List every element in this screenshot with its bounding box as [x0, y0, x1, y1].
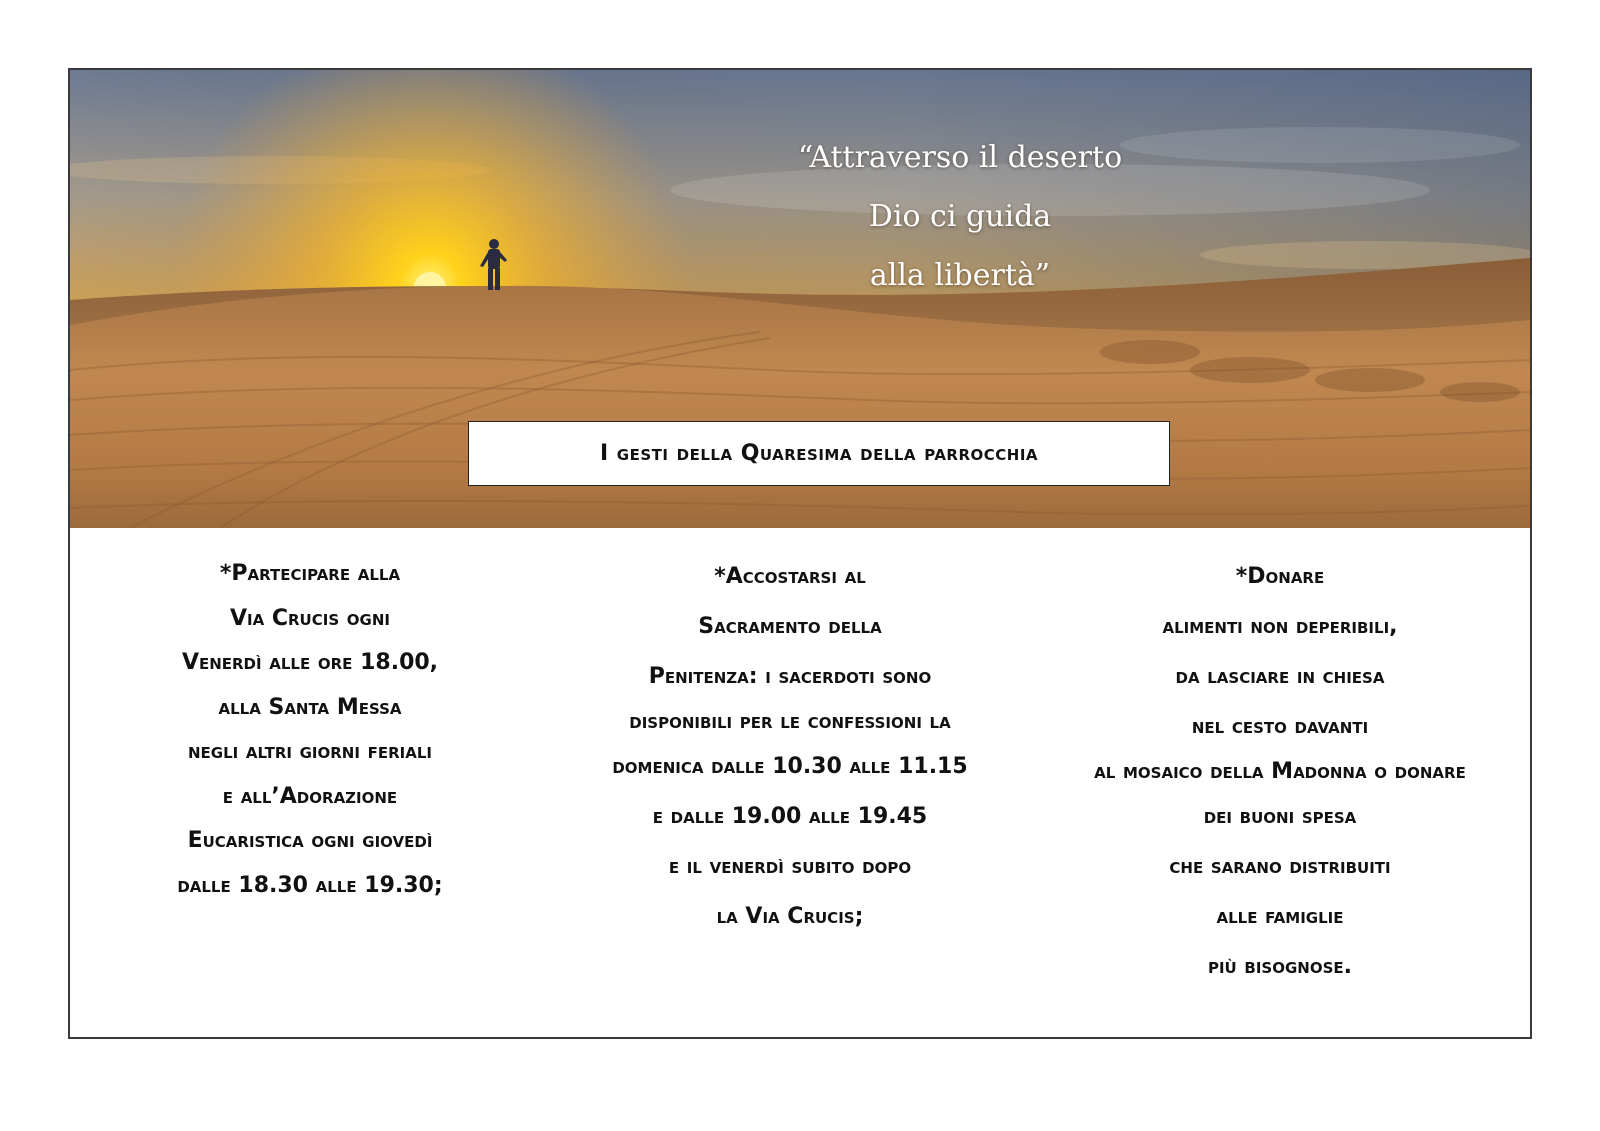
text-line: alla Santa Messa [218, 694, 402, 720]
text-line: Via Crucis ogni [229, 605, 390, 631]
text-line: da lasciare in chiesa [1175, 664, 1385, 689]
page-title: I gesti della Quaresima della parrocchia [468, 421, 1170, 486]
quote-line-1: “Attraverso il deserto [797, 140, 1123, 175]
text-line: nel cesto davanti [1191, 714, 1369, 739]
column-donare [1030, 552, 1530, 992]
text-line: alle famiglie [1216, 904, 1344, 929]
text-line: la Via Crucis; [716, 904, 864, 929]
text-line: domenica dalle 10.30 alle 11.15 [612, 754, 968, 779]
text-line: alimenti non deperibili, [1162, 614, 1398, 639]
desert-banner-image [70, 70, 1530, 528]
text-line: disponibili per le confessioni la [629, 709, 951, 734]
text-line: e dalle 19.00 alle 19.45 [652, 804, 928, 829]
text-line: *Accostarsi al [714, 564, 866, 589]
text-line: al mosaico della Madonna o donare [1094, 759, 1466, 784]
text-line: Sacramento della [698, 614, 882, 639]
text-line: Venerdì alle ore 18.00, [181, 650, 439, 675]
banner-quote [710, 128, 1210, 305]
text-line: più bisognose. [1207, 954, 1352, 979]
text-line: negli altri giorni feriali [188, 739, 432, 764]
text-line: dei buoni spesa [1203, 804, 1357, 829]
text-line: Penitenza: i sacerdoti sono [648, 664, 932, 689]
text-line: Eucaristica ogni giovedì [187, 828, 433, 853]
text-line: *Donare [1235, 564, 1325, 589]
quote-line-2: Dio ci guida [868, 199, 1052, 234]
text-line: *Partecipare alla [219, 561, 401, 586]
text-line: che sarano distribuiti [1169, 854, 1391, 879]
text-line: dalle 18.30 alle 19.30; [177, 872, 443, 898]
text-line: e all’Adorazione [222, 783, 398, 809]
column-penitenza [550, 552, 1030, 942]
quote-line-3: alla libertà” [869, 258, 1051, 293]
flyer-frame [68, 68, 1532, 1039]
text-line: e il venerdì subito dopo [668, 854, 912, 879]
column-via-crucis [120, 552, 500, 908]
